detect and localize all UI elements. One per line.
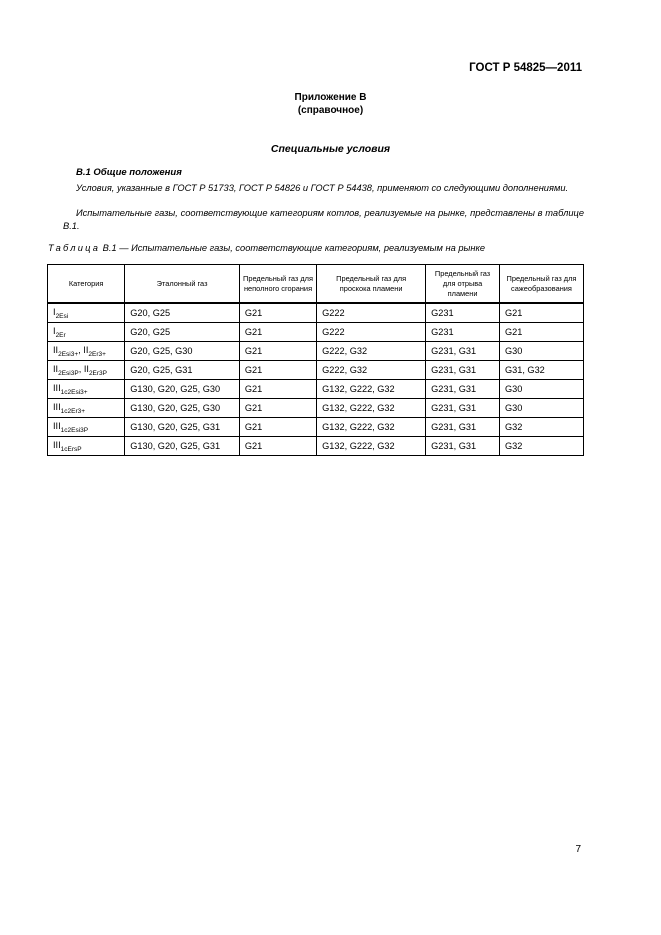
category-subscript: 2Esi: [55, 312, 69, 320]
cell-sooting: G30: [499, 399, 583, 418]
cell-incomplete-combustion: G21: [239, 323, 316, 342]
appendix-subtitle: (справочное): [297, 105, 364, 116]
category-subscript: 1c2Esi3+: [60, 388, 88, 396]
cell-sooting: G31, G32: [499, 361, 583, 380]
category-main: I: [53, 325, 56, 336]
cell-flame-lift: G231, G31: [426, 399, 500, 418]
table-row: [48, 437, 584, 456]
page-number: 7: [575, 844, 581, 855]
category-subscript: 2Er3+: [88, 350, 106, 358]
cell-flame-lift: G231, G31: [426, 418, 500, 437]
cell-sooting: G32: [499, 418, 583, 437]
table-row: [48, 418, 584, 437]
header-incomplete-combustion: Предельный газ для неполного сгорания: [239, 265, 316, 304]
category-main: II: [83, 344, 89, 355]
cell-reference-gas: G130, G20, G25, G30: [125, 380, 240, 399]
cell-flashback: G222: [317, 323, 426, 342]
cell-flashback: G222: [317, 303, 426, 323]
category-subscript: 2Esi3+: [58, 350, 79, 358]
category-subscript: 1c2Esi3P: [60, 426, 89, 434]
cell-category: [48, 399, 125, 418]
cell-reference-gas: G20, G25, G31: [125, 361, 240, 380]
category-subscript: 2Er: [55, 331, 66, 339]
cell-sooting: G30: [499, 342, 583, 361]
appendix-heading: [0, 91, 661, 117]
cell-sooting: G32: [499, 437, 583, 456]
category-subscript: 2Esi3P: [58, 369, 79, 377]
cell-flashback: G132, G222, G32: [317, 399, 426, 418]
table-row: [48, 342, 584, 361]
category-main: II: [53, 363, 59, 374]
cell-incomplete-combustion: G21: [239, 380, 316, 399]
category-main: II: [53, 344, 59, 355]
cell-category: [48, 380, 125, 399]
cell-flashback: G222, G32: [317, 361, 426, 380]
cell-category: [48, 303, 125, 323]
category-main: I: [53, 306, 56, 317]
cell-flame-lift: G231, G31: [426, 380, 500, 399]
cell-category: [48, 361, 125, 380]
cell-reference-gas: G130, G20, G25, G31: [125, 418, 240, 437]
cell-reference-gas: G20, G25: [125, 323, 240, 342]
cell-category: [48, 342, 125, 361]
category-main: III: [53, 439, 61, 450]
paragraph-test-gases: Испытательные газы, соответствующие категориям котлов, реализуемые на рынке, представлены в таблице В.1.: [63, 208, 584, 231]
table-caption-word: Таблица: [48, 243, 101, 253]
cell-flame-lift: G231, G31: [426, 361, 500, 380]
table-caption: [48, 243, 485, 253]
cell-incomplete-combustion: G21: [239, 437, 316, 456]
cell-sooting: G21: [499, 303, 583, 323]
cell-reference-gas: G20, G25, G30: [125, 342, 240, 361]
section-title: Специальные условия: [270, 143, 391, 155]
category-separator: ,: [78, 344, 84, 355]
cell-incomplete-combustion: G21: [239, 418, 316, 437]
header-category: Категория: [48, 265, 125, 304]
cell-sooting: G30: [499, 380, 583, 399]
cell-flame-lift: G231, G31: [426, 342, 500, 361]
category-separator: ,: [78, 363, 84, 374]
table-row: [48, 380, 584, 399]
category-main: III: [53, 420, 61, 431]
appendix-title: Приложение В: [294, 92, 367, 103]
paragraph-conditions: Условия, указанные в ГОСТ Р 51733, ГОСТ Р 54826 и ГОСТ Р 54438, применяют со следующими дополнениями.: [76, 183, 569, 193]
cell-reference-gas: G20, G25: [125, 303, 240, 323]
subsection-title: В.1 Общие положения: [76, 167, 182, 178]
cell-flashback: G132, G222, G32: [317, 380, 426, 399]
cell-flame-lift: G231: [426, 323, 500, 342]
cell-flashback: G132, G222, G32: [317, 418, 426, 437]
cell-category: [48, 437, 125, 456]
header-flashback: Предельный газ для проскока пламени: [317, 265, 426, 304]
cell-flashback: G222, G32: [317, 342, 426, 361]
table-header-row: [48, 265, 584, 304]
table-row: [48, 399, 584, 418]
category-subscript: 1cErsP: [60, 445, 82, 453]
cell-flame-lift: G231, G31: [426, 437, 500, 456]
cell-flashback: G132, G222, G32: [317, 437, 426, 456]
test-gases-table: [47, 264, 584, 456]
header-sooting: Предельный газ для сажеобразования: [499, 265, 583, 304]
cell-reference-gas: G130, G20, G25, G30: [125, 399, 240, 418]
category-main: III: [53, 401, 61, 412]
cell-incomplete-combustion: G21: [239, 303, 316, 323]
category-main: II: [83, 363, 89, 374]
header-flame-lift: Предельный газ для отрыва пламени: [426, 265, 500, 304]
category-subscript: 1c2Er3+: [60, 407, 86, 415]
document-code: ГОСТ Р 54825—2011: [469, 62, 582, 74]
cell-reference-gas: G130, G20, G25, G31: [125, 437, 240, 456]
table-caption-text: В.1 — Испытательные газы, соответствующие категориям, реализуемым на рынке: [102, 243, 486, 253]
table-row: [48, 361, 584, 380]
cell-incomplete-combustion: G21: [239, 361, 316, 380]
cell-category: [48, 323, 125, 342]
category-subscript: 2Er3P: [88, 369, 108, 377]
table-row: [48, 323, 584, 342]
cell-incomplete-combustion: G21: [239, 399, 316, 418]
header-reference-gas: Эталонный газ: [125, 265, 240, 304]
table-row: [48, 303, 584, 323]
cell-category: [48, 418, 125, 437]
cell-incomplete-combustion: G21: [239, 342, 316, 361]
category-main: III: [53, 382, 61, 393]
cell-sooting: G21: [499, 323, 583, 342]
cell-flame-lift: G231: [426, 303, 500, 323]
